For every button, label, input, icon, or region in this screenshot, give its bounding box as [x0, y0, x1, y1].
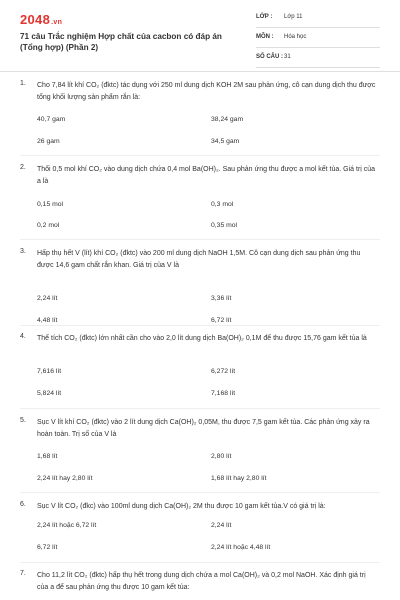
meta-subject [256, 34, 380, 48]
option-d[interactable]: 34,5 gam [211, 138, 240, 145]
option-b[interactable]: 6,272 lít [211, 368, 236, 375]
document-meta [256, 14, 380, 74]
option-b[interactable]: 3,36 lít [211, 295, 232, 302]
option-a[interactable]: 1,68 lít [37, 453, 58, 460]
header [0, 0, 400, 70]
meta-value: Lớp 11 [284, 14, 303, 20]
option-b[interactable]: 0,3 mol [211, 201, 234, 208]
question-separator [20, 408, 380, 409]
question-separator [20, 325, 380, 326]
question-separator [20, 155, 380, 156]
option-c[interactable]: 6,72 lít [37, 544, 58, 551]
document-title: 71 câu Trắc nghiệm Hợp chất của cacbon có đáp án (Tổng hợp) (Phần 2) [20, 32, 222, 52]
option-d[interactable]: 6,72 lít [211, 317, 232, 324]
question-separator [20, 492, 380, 493]
question-text: Hấp thụ hết V (lít) khí CO₂ (đktc) vào 200 ml dung dịch NaOH 1,5M. Cô cạn dung dịch sau phản ứng thu được 14,6 gam chất rắn khan. Giá trị của V là [37, 250, 361, 269]
option-c[interactable]: 0,2 mol [37, 222, 60, 229]
question-number: 2. [20, 164, 26, 171]
option-b[interactable]: 2,24 lít [211, 522, 232, 529]
meta-value: Hóa học [284, 34, 307, 40]
option-a[interactable]: 7,616 lít [37, 368, 62, 375]
question-number: 3. [20, 248, 26, 255]
option-b[interactable]: 38,24 gam [211, 116, 244, 123]
meta-value: 31 [284, 54, 291, 60]
meta-label: MÔN : [256, 34, 274, 40]
option-c[interactable]: 26 gam [37, 138, 60, 145]
option-d[interactable]: 2,24 lít hoặc 4,48 lít [211, 544, 271, 551]
option-c[interactable]: 4,48 lít [37, 317, 58, 324]
option-d[interactable]: 1,68 lít hay 2,80 lít [211, 475, 267, 482]
question-text: Sục V lít CO₂ (đkc) vào 100ml dung dịch Ca(OH)₂ 2M thu được 10 gam kết tủa.V có giá trị là: [37, 503, 326, 510]
meta-question-count [256, 54, 380, 68]
option-c[interactable]: 2,24 lít hay 2,80 lít [37, 475, 93, 482]
site-logo[interactable]: 2048.vn [20, 12, 63, 27]
question-text: Thể tích CO₂ (đktc) lớn nhất cần cho vào 2,0 lít dung dịch Ba(OH)₂ 0,1M để thu được 15,76 gam kết tủa là [37, 335, 367, 342]
meta-label: LỚP : [256, 14, 273, 20]
option-a[interactable]: 0,15 mol [37, 201, 64, 208]
option-d[interactable]: 7,168 lít [211, 390, 236, 397]
option-c[interactable]: 5,824 lít [37, 390, 62, 397]
question-separator [20, 239, 380, 240]
question-text: Cho 11,2 lít CO₂ (đktc) hấp thụ hết trong dung dịch chứa a mol Ca(OH)₂ và 0,2 mol NaOH. Xác định giá trị của a để sau phản ứng thu được 10 gam kết tủa: [37, 572, 366, 591]
meta-grade [256, 14, 380, 28]
option-a[interactable]: 2,24 lít [37, 295, 58, 302]
question-number: 5. [20, 417, 26, 424]
option-a[interactable]: 2,24 lít hoặc 6,72 lít [37, 522, 97, 529]
option-b[interactable]: 2,80 lít [211, 453, 232, 460]
question-number: 7. [20, 570, 26, 577]
option-a[interactable]: 40,7 gam [37, 116, 66, 123]
meta-label: SỐ CÂU : [256, 54, 283, 60]
question-number: 6. [20, 501, 26, 508]
question-text: Cho 7,84 lít khí CO₂ (đktc) tác dụng với 250 ml dung dịch KOH 2M sau phản ứng, cô cạn dung dịch thu được tổng khối lượng sản phẩm rắn là: [37, 82, 376, 101]
question-text: Sục V lít khí CO₂ (đktc) vào 2 lít dung dịch Ca(OH)₂ 0,05M, thu được 7,5 gam kết tủa. Các phản ứng xảy ra hoàn toàn. Trị số của V là [37, 419, 370, 438]
header-divider [0, 71, 400, 72]
question-separator [20, 562, 380, 563]
option-d[interactable]: 0,35 mol [211, 222, 238, 229]
question-number: 1. [20, 80, 26, 87]
question-text: Thổi 0,5 mol khí CO₂ vào dung dịch chứa 0,4 mol Ba(OH)₂. Sau phản ứng thu được a mol kết tủa. Giá trị của a là [37, 166, 376, 185]
question-number: 4. [20, 333, 26, 340]
